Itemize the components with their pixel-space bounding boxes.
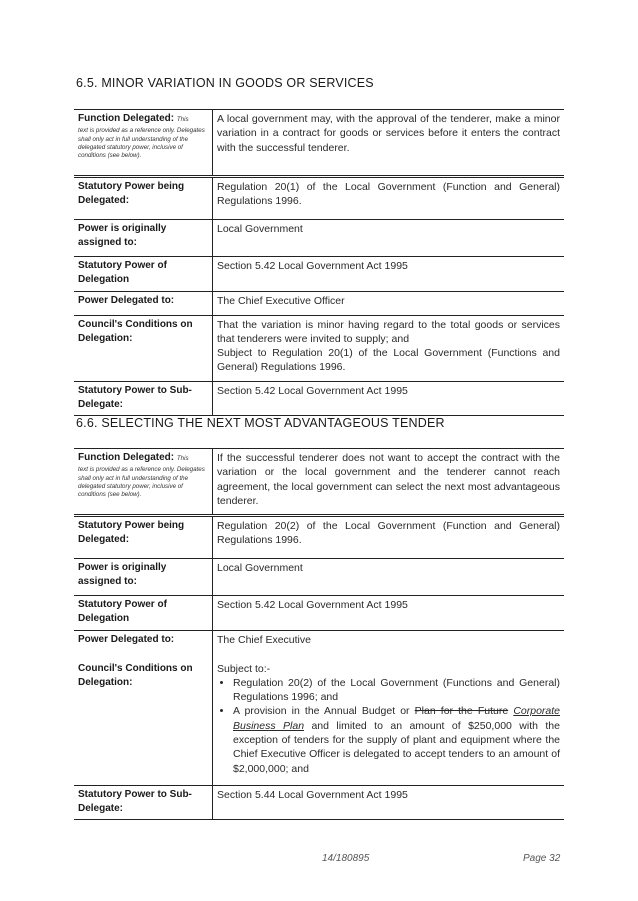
- page-number: Page 32: [523, 853, 561, 864]
- document-reference: 14/180895: [322, 853, 370, 864]
- conditions-list: [217, 676, 560, 776]
- row-value: The Chief Executive: [213, 630, 565, 654]
- section-title-6-6: 6.6. SELECTING THE NEXT MOST ADVANTAGEOUS TENDER: [76, 416, 445, 430]
- section-title-6-5: 6.5. MINOR VARIATION IN GOODS OR SERVICES: [76, 76, 374, 90]
- row-label: Power Delegated to:: [74, 291, 213, 315]
- row-value: Section 5.42 Local Government Act 1995: [213, 596, 565, 631]
- row-value: Section 5.44 Local Government Act 1995: [213, 785, 565, 820]
- row-label: Statutory Power to Sub-Delegate:: [74, 785, 213, 820]
- row-value: If the successful tenderer does not want to accept the contract with the variation or the local government and the tenderer cannot reach agreement, the local government can select the next most advantageous tenderer.: [213, 449, 565, 516]
- row-value: Subject to:- • Regulation 20(2) of the Local Government (Functions and General) Regulations 1996; and • A provision in the Annual Budget or Plan for the Future Corporate Business Plan and limited to an amount of $250,000 with the exception of tenders for the supply of plant and equipment where the Chief Executive Officer is delegated to accept tenders to an amount of $2,000,000; and: [213, 654, 565, 786]
- table-row: [74, 291, 564, 315]
- row-value: A local government may, with the approval of the tenderer, make a minor variation in a contract for goods or services before it enters the contract with the successful tenderer.: [213, 110, 565, 177]
- table-row: [74, 220, 564, 257]
- row-value: That the variation is minor having regard to the total goods or services that tenderers were invited to supply; and Subject to Regulation 20(1) of the Local Government (Functions and General) Regulations 1996.: [213, 315, 565, 381]
- delegation-table-6-5: [74, 109, 564, 416]
- list-item: • Regulation 20(2) of the Local Government (Functions and General) Regulations 1996; and: [233, 676, 560, 705]
- row-label: Function Delegated: This text is provided as a reference only. Delegates shall only act in full understanding of the delegated statutory power, inclusive of conditions (see below).: [74, 449, 213, 516]
- row-label: Power is originally assigned to:: [74, 220, 213, 257]
- row-label: Function Delegated: This text is provided as a reference only. Delegates shall only act in full understanding of the delegated statutory power, inclusive of conditions (see below).: [74, 110, 213, 177]
- list-item: • A provision in the Annual Budget or Plan for the Future Corporate Business Plan and limited to an amount of $250,000 with the exception of tenders for the supply of plant and equipment where the Chief Executive Officer is delegated to accept tenders to an amount of $2,000,000; and: [233, 704, 560, 775]
- row-value: Section 5.42 Local Government Act 1995: [213, 257, 565, 292]
- row-value: Regulation 20(1) of the Local Government (Function and General) Regulations 1996.: [213, 177, 565, 220]
- row-value: Local Government: [213, 559, 565, 596]
- table-row: [74, 785, 564, 820]
- table-row: [74, 110, 564, 177]
- table-row: [74, 177, 564, 220]
- table-row: [74, 630, 564, 654]
- row-value: The Chief Executive Officer: [213, 291, 565, 315]
- struck-text: Plan for the Future: [414, 705, 509, 718]
- table-row: [74, 559, 564, 596]
- row-value: Local Government: [213, 220, 565, 257]
- table-row: [74, 257, 564, 292]
- table-row: [74, 516, 564, 559]
- row-value: Section 5.42 Local Government Act 1995: [213, 381, 565, 416]
- table-row: [74, 315, 564, 381]
- table-row: [74, 381, 564, 416]
- row-label: Statutory Power being Delegated:: [74, 177, 213, 220]
- table-row: [74, 654, 564, 786]
- table-row: [74, 596, 564, 631]
- row-label: Statutory Power to Sub-Delegate:: [74, 381, 213, 416]
- row-label: Statutory Power being Delegated:: [74, 516, 213, 559]
- reference-note: text is provided as a reference only. Delegates shall only act in full understanding of the delegated statutory power, inclusive of conditions (see below).: [78, 466, 205, 498]
- row-label: Power is originally assigned to:: [74, 559, 213, 596]
- table-row: [74, 449, 564, 516]
- row-value: Regulation 20(2) of the Local Government (Function and General) Regulations 1996.: [213, 516, 565, 559]
- row-label: Power Delegated to:: [74, 630, 213, 654]
- reference-note: text is provided as a reference only. Delegates shall only act in full understanding of the delegated statutory power, inclusive of conditions (see below).: [78, 127, 205, 159]
- row-label: Statutory Power of Delegation: [74, 596, 213, 631]
- row-label: Council's Conditions on Delegation:: [74, 315, 213, 381]
- delegation-table-6-6: [74, 448, 564, 820]
- row-label: Council's Conditions on Delegation:: [74, 654, 213, 786]
- row-label: Statutory Power of Delegation: [74, 257, 213, 292]
- inserted-text: Corporate Business Plan: [233, 705, 561, 732]
